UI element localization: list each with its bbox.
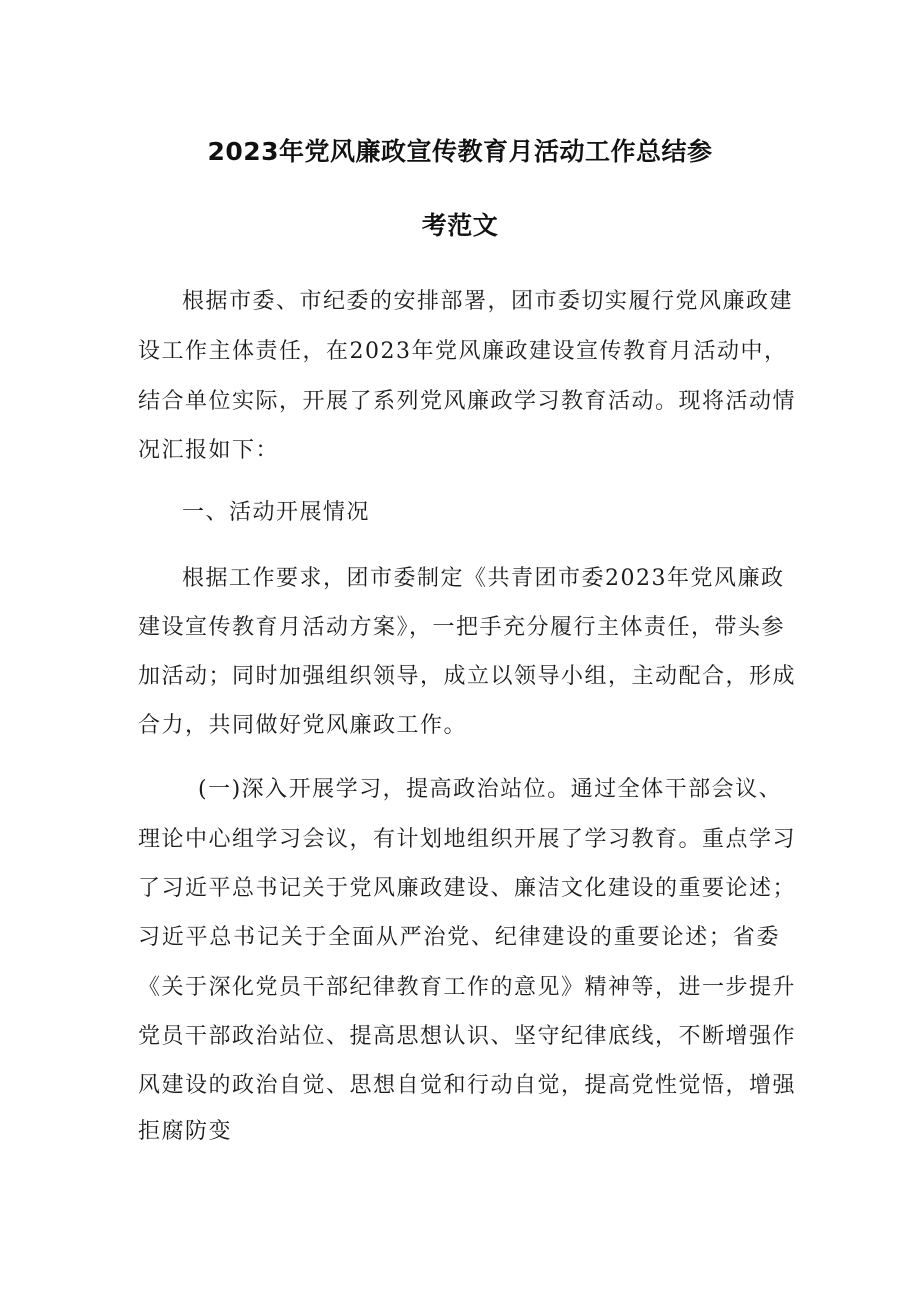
paragraph-2-line-4: 合力，共同做好党风廉政工作。: [138, 713, 468, 738]
paragraph-2-line-1: 根据工作要求，团市委制定《共青团市委2023年党风廉政: [182, 566, 785, 591]
section-heading-1: 一、活动开展情况: [182, 500, 371, 525]
paragraph-3-line-3: 了习近平总书记关于党风廉政建设、廉洁文化建设的重要论述；: [138, 876, 797, 901]
paragraph-3-line-8: 拒腐防变: [138, 1119, 233, 1144]
paragraph-3-line-1: (一)深入开展学习，提高政治站位。通过全体干部会议、: [198, 777, 783, 802]
document-title-line-2: 考范文: [421, 211, 499, 240]
paragraph-1-line-4: 况汇报如下：: [138, 438, 280, 463]
paragraph-3-line-4: 习近平总书记关于全面从严治党、纪律建设的重要论述；省委: [138, 925, 780, 950]
paragraph-1-line-1: 根据市委、市纪委的安排部署，团市委切实履行党风廉政建: [182, 289, 794, 314]
paragraph-2-line-3: 加活动；同时加强组织领导，成立以领导小组，主动配合，形成: [138, 664, 797, 689]
paragraph-3-line-2: 理论中心组学习会议，有计划地组织开展了学习教育。重点学习: [138, 827, 797, 852]
paragraph-2-line-2: 建设宣传教育月活动方案》，一把手充分履行主体责任，带头参: [138, 615, 786, 640]
paragraph-3-line-7: 风建设的政治自觉、思想自觉和行动自觉，提高党性觉悟，增强: [138, 1073, 797, 1098]
paragraph-3-line-5: 《关于深化党员干部纪律教育工作的意见》精神等，进一步提升: [138, 975, 797, 1000]
paragraph-3-line-6: 党员干部政治站位、提高思想认识、坚守纪律底线，不断增强作: [138, 1024, 797, 1049]
paragraph-1-line-2: 设工作主体责任，在2023年党风廉政建设宣传教育月活动中，: [138, 339, 788, 364]
document-title-line-1: 2023年党风廉政宣传教育月活动工作总结参: [207, 137, 713, 166]
paragraph-1-line-3: 结合单位实际，开展了系列党风廉政学习教育活动。现将活动情: [138, 389, 797, 414]
